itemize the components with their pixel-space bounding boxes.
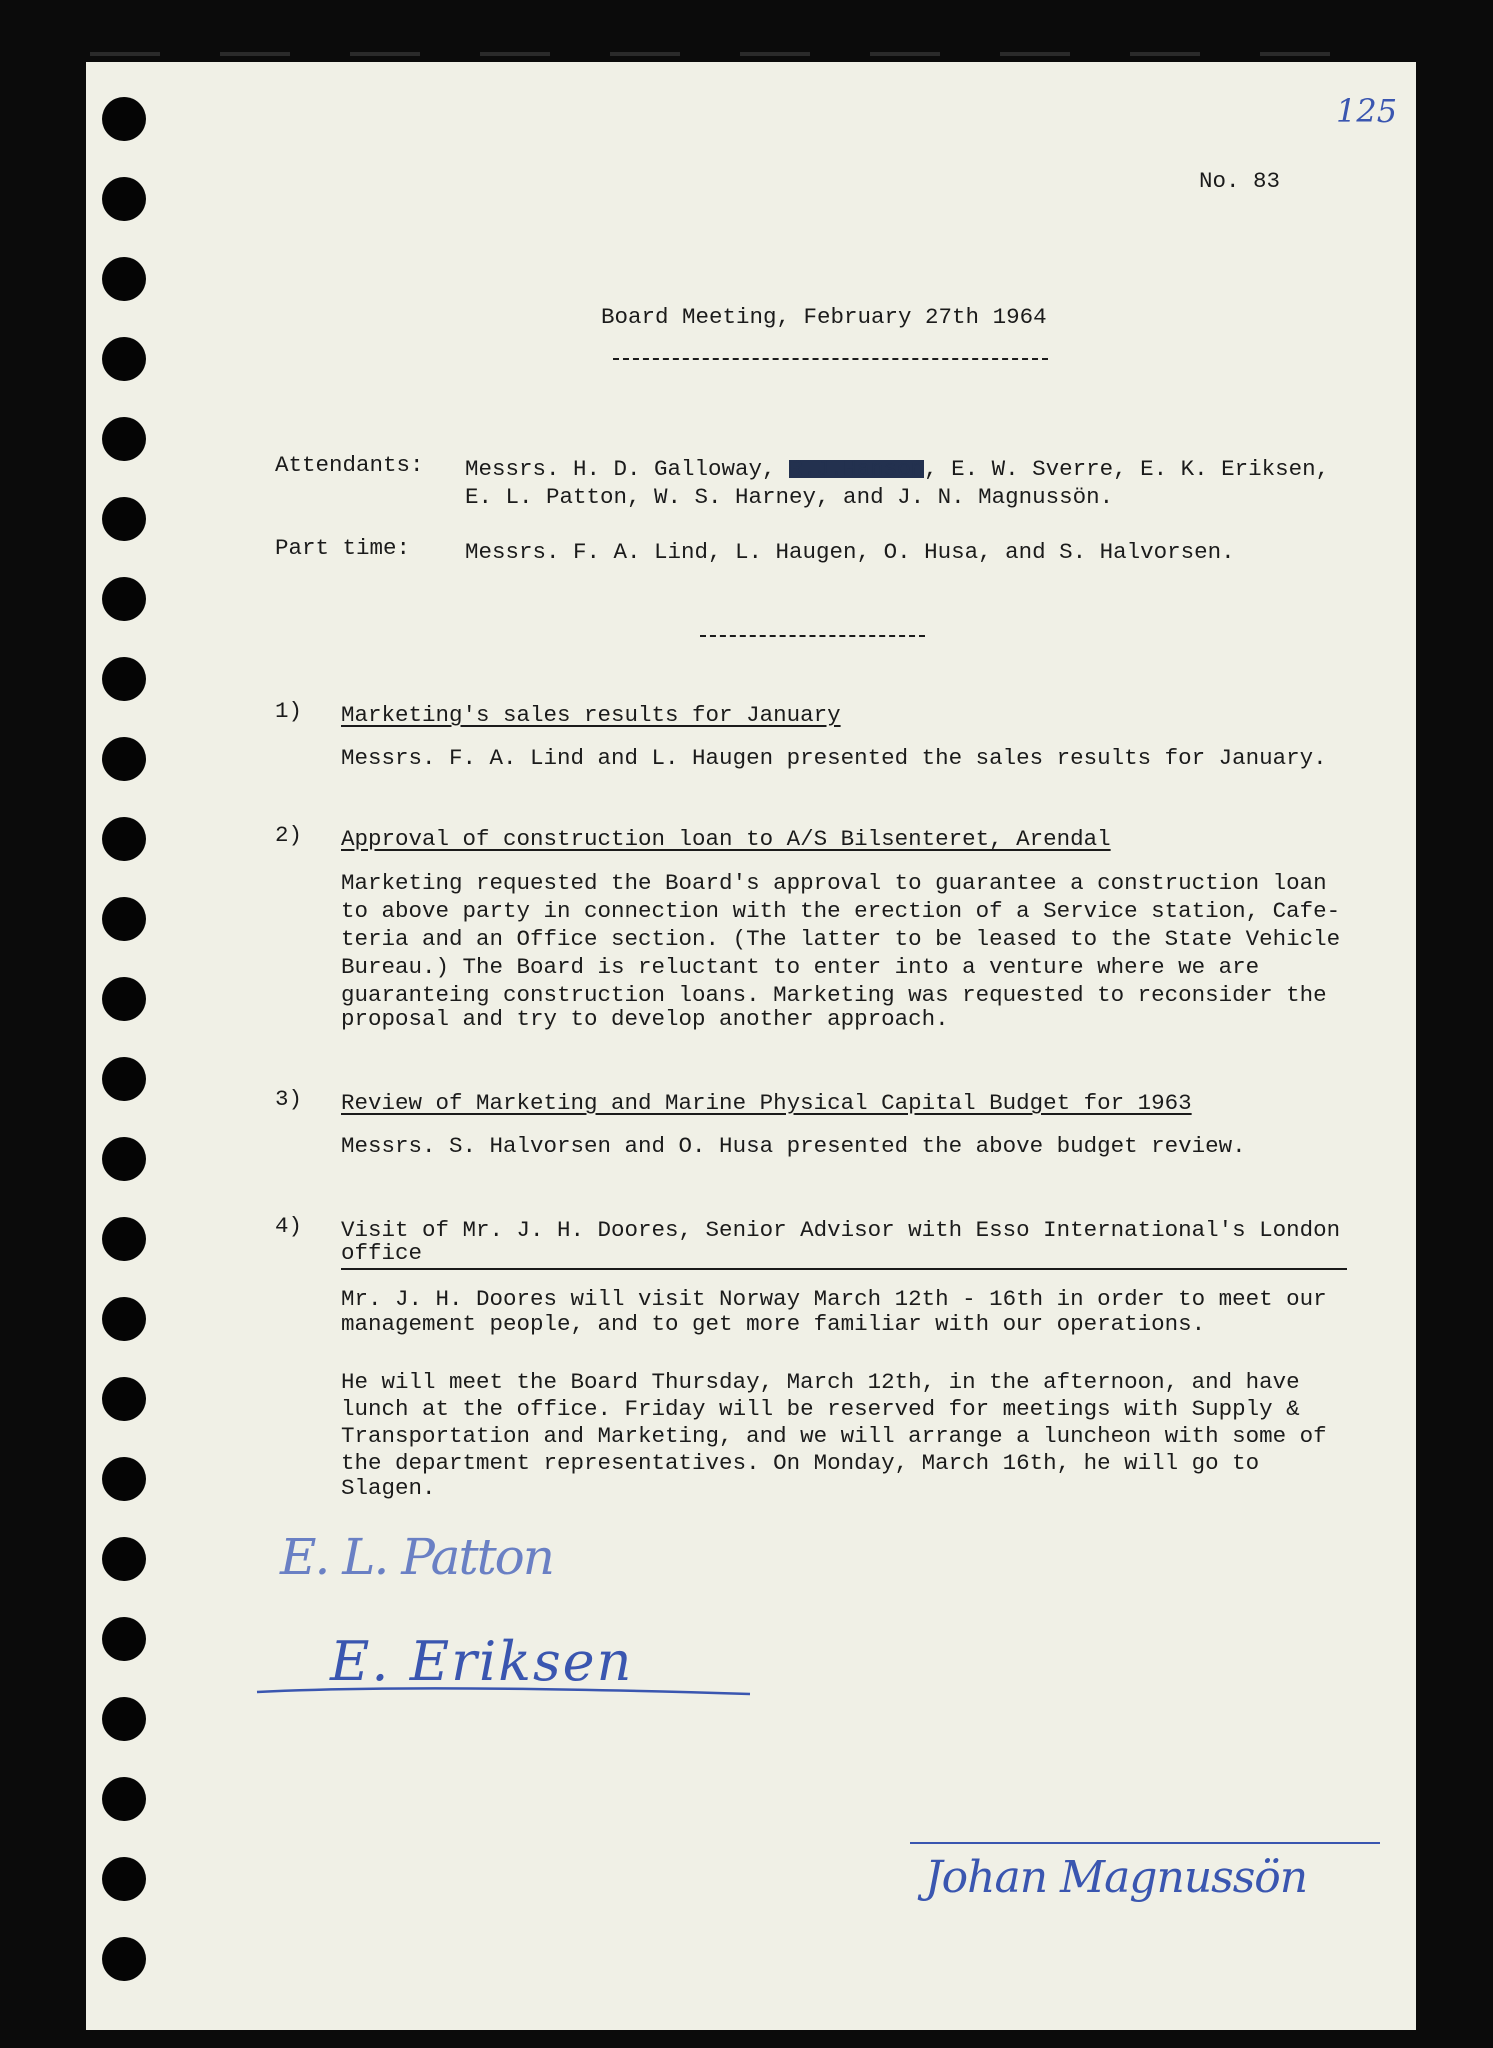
binder-hole	[102, 577, 146, 621]
binder-hole	[102, 977, 146, 1021]
signature-line	[910, 1842, 1380, 1844]
item-body-line: Marketing requested the Board's approval to guarantee a construction loan	[341, 870, 1327, 896]
item-body-line: the department representatives. On Monday, March 16th, he will go to	[341, 1450, 1260, 1476]
item-body-line: management people, and to get more familiar with our operations.	[341, 1311, 1206, 1337]
item-body-line: Bureau.) The Board is reluctant to enter into a venture where we are	[341, 954, 1260, 980]
scan-edge-mark	[1260, 52, 1330, 56]
item-heading: Marketing's sales results for January	[341, 702, 841, 728]
binder-hole	[102, 177, 146, 221]
item-body-line: proposal and try to develop another approach.	[341, 1006, 949, 1032]
binder-hole	[102, 897, 146, 941]
binder-hole	[102, 1377, 146, 1421]
item-body-line: Slagen.	[341, 1475, 436, 1501]
scan-edge-mark	[870, 52, 940, 56]
item-body-line: He will meet the Board Thursday, March 12th, in the afternoon, and have	[341, 1369, 1300, 1395]
binder-hole	[102, 1537, 146, 1581]
binder-hole	[102, 337, 146, 381]
signature-magnusson: Johan Magnussön	[925, 1852, 1308, 1903]
binder-hole	[102, 1617, 146, 1661]
binder-hole	[102, 417, 146, 461]
scan-edge-mark	[740, 52, 810, 56]
document-number: No. 83	[1199, 168, 1281, 194]
item-body-line: to above party in connection with the erection of a Service station, Cafe-	[341, 898, 1341, 924]
item-heading-line: Visit of Mr. J. H. Doores, Senior Advisor with Esso International's London	[341, 1217, 1341, 1243]
binder-hole	[102, 1137, 146, 1181]
attendants-text: Messrs. H. D. Galloway,	[465, 456, 790, 482]
heading-underline	[341, 1268, 1347, 1270]
item-heading: Review of Marketing and Marine Physical Capital Budget for 1963	[341, 1090, 1192, 1116]
item-heading: Approval of construction loan to A/S Bilsenteret, Arendal	[341, 826, 1111, 852]
item-heading-line: office	[341, 1240, 423, 1266]
scan-edge-mark	[1130, 52, 1200, 56]
item-body-line: Transportation and Marketing, and we will arrange a luncheon with some of	[341, 1423, 1327, 1449]
struck-out-name: R.J.Hanson	[789, 456, 925, 483]
binder-hole	[102, 257, 146, 301]
binder-hole	[102, 1297, 146, 1341]
attendants-line-1	[465, 456, 1329, 483]
item-number: 2)	[275, 822, 303, 848]
binder-hole	[102, 1697, 146, 1741]
scan-edge-mark	[220, 52, 290, 56]
scan-edge-mark	[350, 52, 420, 56]
item-body-line: Mr. J. H. Doores will visit Norway March 12th - 16th in order to meet our	[341, 1286, 1327, 1312]
part-time-label: Part time:	[275, 535, 411, 561]
item-body-line: Messrs. S. Halvorsen and O. Husa presented the above budget review.	[341, 1133, 1246, 1159]
item-body-line: lunch at the office. Friday will be reserved for meetings with Supply &	[341, 1396, 1300, 1422]
item-number: 4)	[275, 1213, 303, 1239]
signature-eriksen: E. Eriksen	[330, 1630, 634, 1693]
binder-hole	[102, 817, 146, 861]
binder-hole	[102, 1937, 146, 1981]
item-body-line: Messrs. F. A. Lind and L. Haugen presented the sales results for January.	[341, 745, 1327, 771]
binder-hole	[102, 497, 146, 541]
item-number: 3)	[275, 1086, 303, 1112]
scan-edge-mark	[90, 52, 160, 56]
binder-hole	[102, 657, 146, 701]
attendants-text: , E. W. Sverre, E. K. Eriksen,	[924, 456, 1330, 482]
item-body-line: teria and an Office section. (The latter to be leased to the State Vehicle	[341, 926, 1341, 952]
binder-hole	[102, 1777, 146, 1821]
item-number: 1)	[275, 698, 303, 724]
binder-hole	[102, 737, 146, 781]
attendants-line-2: E. L. Patton, W. S. Harney, and J. N. Magnussön.	[465, 484, 1114, 510]
binder-hole	[102, 97, 146, 141]
section-divider	[700, 635, 925, 637]
binder-hole	[102, 1057, 146, 1101]
page-number: 125	[1336, 92, 1398, 130]
attendants-label: Attendants:	[275, 452, 424, 478]
signature-patton: E. L. Patton	[280, 1528, 553, 1586]
scan-edge-mark	[480, 52, 550, 56]
binder-hole	[102, 1217, 146, 1261]
binder-hole	[102, 1857, 146, 1901]
scan-edge-mark	[610, 52, 680, 56]
title-divider	[613, 358, 1048, 360]
binder-hole	[102, 1457, 146, 1501]
scan-edge-mark	[1000, 52, 1070, 56]
part-time-text: Messrs. F. A. Lind, L. Haugen, O. Husa, and S. Halvorsen.	[465, 539, 1235, 565]
item-body-line: guaranteing construction loans. Marketing was requested to reconsider the	[341, 982, 1327, 1008]
page-title: Board Meeting, February 27th 1964	[601, 304, 1047, 330]
